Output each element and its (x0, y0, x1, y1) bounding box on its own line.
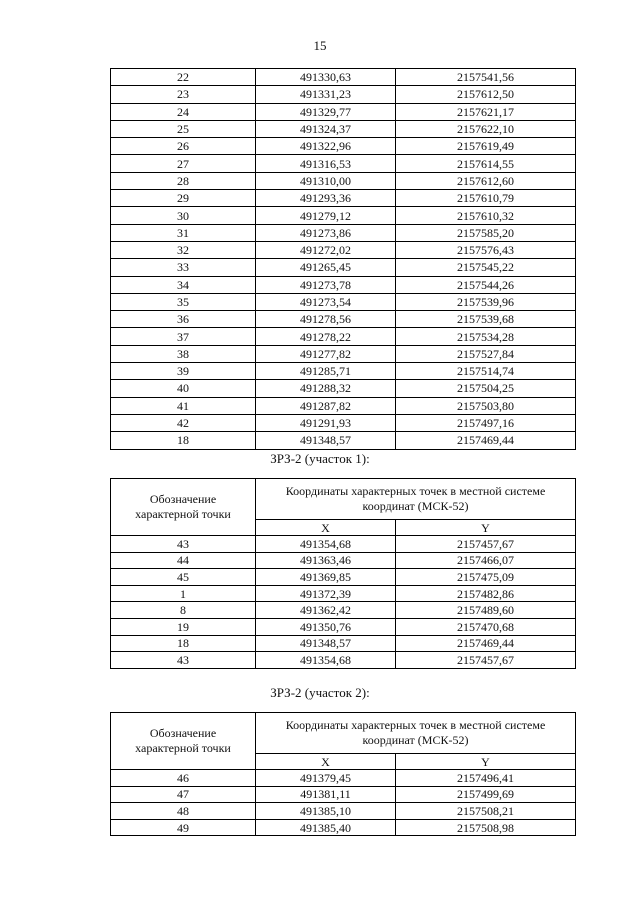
y-coordinate-cell: 2157496,41 (396, 770, 576, 787)
table-row (111, 569, 576, 586)
x-coordinate-cell: 491272,02 (256, 241, 396, 258)
table-row (111, 276, 576, 293)
x-coordinate-cell: 491278,22 (256, 328, 396, 345)
point-label-cell: 40 (111, 380, 256, 397)
y-coordinate-cell: 2157610,32 (396, 207, 576, 224)
point-label-cell: 33 (111, 259, 256, 276)
y-coordinate-cell: 2157508,21 (396, 803, 576, 820)
x-coordinate-cell: 491385,40 (256, 819, 396, 836)
table-row (111, 224, 576, 241)
point-label-cell: 23 (111, 86, 256, 103)
x-coordinate-cell: 491381,11 (256, 786, 396, 803)
table-row (111, 138, 576, 155)
x-coordinate-cell: 491362,42 (256, 602, 396, 619)
point-label-cell: 31 (111, 224, 256, 241)
header-coordinates: Координаты характерных точек в местной системе координат (МСК-52) (256, 713, 576, 754)
x-coordinate-cell: 491265,45 (256, 259, 396, 276)
coordinates-table-plot-1 (110, 478, 576, 669)
x-coordinate-cell: 491273,86 (256, 224, 396, 241)
x-coordinate-cell: 491372,39 (256, 585, 396, 602)
point-label-cell: 29 (111, 190, 256, 207)
table-row (111, 536, 576, 553)
x-coordinate-cell: 491329,77 (256, 103, 396, 120)
table-row (111, 432, 576, 449)
x-coordinate-cell: 491369,85 (256, 569, 396, 586)
point-label-cell: 34 (111, 276, 256, 293)
table-row (111, 363, 576, 380)
x-coordinate-cell: 491278,56 (256, 311, 396, 328)
point-label-cell: 45 (111, 569, 256, 586)
table-row (111, 652, 576, 669)
point-label-cell: 18 (111, 432, 256, 449)
plot-1-table-body (111, 536, 576, 669)
header-y: Y (396, 520, 576, 536)
x-coordinate-cell: 491293,36 (256, 190, 396, 207)
header-coordinates: Координаты характерных точек в местной системе координат (МСК-52) (256, 479, 576, 520)
x-coordinate-cell: 491291,93 (256, 414, 396, 431)
point-label-cell: 46 (111, 770, 256, 787)
table-row (111, 311, 576, 328)
point-label-cell: 41 (111, 397, 256, 414)
table-row (111, 585, 576, 602)
y-coordinate-cell: 2157489,60 (396, 602, 576, 619)
y-coordinate-cell: 2157622,10 (396, 120, 576, 137)
y-coordinate-cell: 2157482,86 (396, 585, 576, 602)
y-coordinate-cell: 2157545,22 (396, 259, 576, 276)
x-coordinate-cell: 491379,45 (256, 770, 396, 787)
y-coordinate-cell: 2157469,44 (396, 635, 576, 652)
page-number: 15 (313, 38, 327, 53)
x-coordinate-cell: 491322,96 (256, 138, 396, 155)
y-coordinate-cell: 2157514,74 (396, 363, 576, 380)
y-coordinate-cell: 2157470,68 (396, 618, 576, 635)
table-row (111, 345, 576, 362)
table-row (111, 552, 576, 569)
point-label-cell: 22 (111, 69, 256, 86)
table-row (111, 86, 576, 103)
y-coordinate-cell: 2157576,43 (396, 241, 576, 258)
header-x: X (256, 754, 396, 770)
table-row (111, 207, 576, 224)
y-coordinate-cell: 2157544,26 (396, 276, 576, 293)
point-label-cell: 8 (111, 602, 256, 619)
table-row (111, 293, 576, 310)
x-coordinate-cell: 491277,82 (256, 345, 396, 362)
table-row (111, 69, 576, 86)
x-coordinate-cell: 491273,54 (256, 293, 396, 310)
point-label-cell: 39 (111, 363, 256, 380)
y-coordinate-cell: 2157466,07 (396, 552, 576, 569)
point-label-cell: 24 (111, 103, 256, 120)
x-coordinate-cell: 491279,12 (256, 207, 396, 224)
x-coordinate-cell: 491285,71 (256, 363, 396, 380)
table-row (111, 786, 576, 803)
table-row (111, 155, 576, 172)
y-coordinate-cell: 2157539,68 (396, 311, 576, 328)
table-row (111, 103, 576, 120)
y-coordinate-cell: 2157612,60 (396, 172, 576, 189)
table-row (111, 259, 576, 276)
y-coordinate-cell: 2157621,17 (396, 103, 576, 120)
y-coordinate-cell: 2157457,67 (396, 652, 576, 669)
y-coordinate-cell: 2157499,69 (396, 786, 576, 803)
y-coordinate-cell: 2157475,09 (396, 569, 576, 586)
x-coordinate-cell: 491331,23 (256, 86, 396, 103)
table-row (111, 770, 576, 787)
point-label-cell: 18 (111, 635, 256, 652)
y-coordinate-cell: 2157619,49 (396, 138, 576, 155)
point-label-cell: 26 (111, 138, 256, 155)
coordinates-table-plot-2 (110, 712, 576, 836)
point-label-cell: 36 (111, 311, 256, 328)
table-row (111, 380, 576, 397)
table-row (111, 819, 576, 836)
point-label-cell: 27 (111, 155, 256, 172)
x-coordinate-cell: 491330,63 (256, 69, 396, 86)
table-row (111, 602, 576, 619)
x-coordinate-cell: 491288,32 (256, 380, 396, 397)
x-coordinate-cell: 491310,00 (256, 172, 396, 189)
header-point-label: Обозначение характерной точки (111, 479, 256, 536)
table-row (111, 803, 576, 820)
table-row (111, 241, 576, 258)
point-label-cell: 42 (111, 414, 256, 431)
y-coordinate-cell: 2157527,84 (396, 345, 576, 362)
table-row (111, 190, 576, 207)
coordinates-table-continued (110, 68, 576, 450)
point-label-cell: 49 (111, 819, 256, 836)
point-label-cell: 1 (111, 585, 256, 602)
point-label-cell: 28 (111, 172, 256, 189)
x-coordinate-cell: 491273,78 (256, 276, 396, 293)
x-coordinate-cell: 491348,57 (256, 635, 396, 652)
table-row (111, 120, 576, 137)
point-label-cell: 38 (111, 345, 256, 362)
y-coordinate-cell: 2157610,79 (396, 190, 576, 207)
point-label-cell: 48 (111, 803, 256, 820)
x-coordinate-cell: 491354,68 (256, 652, 396, 669)
y-coordinate-cell: 2157585,20 (396, 224, 576, 241)
y-coordinate-cell: 2157504,25 (396, 380, 576, 397)
y-coordinate-cell: 2157541,56 (396, 69, 576, 86)
header-y: Y (396, 754, 576, 770)
x-coordinate-cell: 491354,68 (256, 536, 396, 553)
x-coordinate-cell: 491287,82 (256, 397, 396, 414)
y-coordinate-cell: 2157508,98 (396, 819, 576, 836)
header-x: X (256, 520, 396, 536)
y-coordinate-cell: 2157534,28 (396, 328, 576, 345)
y-coordinate-cell: 2157503,80 (396, 397, 576, 414)
y-coordinate-cell: 2157469,44 (396, 432, 576, 449)
x-coordinate-cell: 491385,10 (256, 803, 396, 820)
x-coordinate-cell: 491324,37 (256, 120, 396, 137)
section-heading-plot-2: ЗРЗ-2 (участок 2): (270, 685, 370, 700)
x-coordinate-cell: 491348,57 (256, 432, 396, 449)
point-label-cell: 37 (111, 328, 256, 345)
plot-2-table-body (111, 770, 576, 836)
section-heading-plot-1: ЗРЗ-2 (участок 1): (270, 451, 370, 466)
y-coordinate-cell: 2157612,50 (396, 86, 576, 103)
point-label-cell: 19 (111, 618, 256, 635)
point-label-cell: 47 (111, 786, 256, 803)
table-row (111, 618, 576, 635)
point-label-cell: 30 (111, 207, 256, 224)
point-label-cell: 25 (111, 120, 256, 137)
y-coordinate-cell: 2157614,55 (396, 155, 576, 172)
x-coordinate-cell: 491350,76 (256, 618, 396, 635)
point-label-cell: 44 (111, 552, 256, 569)
table-row (111, 172, 576, 189)
y-coordinate-cell: 2157497,16 (396, 414, 576, 431)
point-label-cell: 43 (111, 652, 256, 669)
x-coordinate-cell: 491363,46 (256, 552, 396, 569)
y-coordinate-cell: 2157539,96 (396, 293, 576, 310)
table-row (111, 397, 576, 414)
table-row (111, 635, 576, 652)
x-coordinate-cell: 491316,53 (256, 155, 396, 172)
point-label-cell: 43 (111, 536, 256, 553)
y-coordinate-cell: 2157457,67 (396, 536, 576, 553)
point-label-cell: 32 (111, 241, 256, 258)
table-row (111, 328, 576, 345)
header-point-label: Обозначение характерной точки (111, 713, 256, 770)
point-label-cell: 35 (111, 293, 256, 310)
coordinates-table-body (111, 69, 576, 450)
table-row (111, 414, 576, 431)
